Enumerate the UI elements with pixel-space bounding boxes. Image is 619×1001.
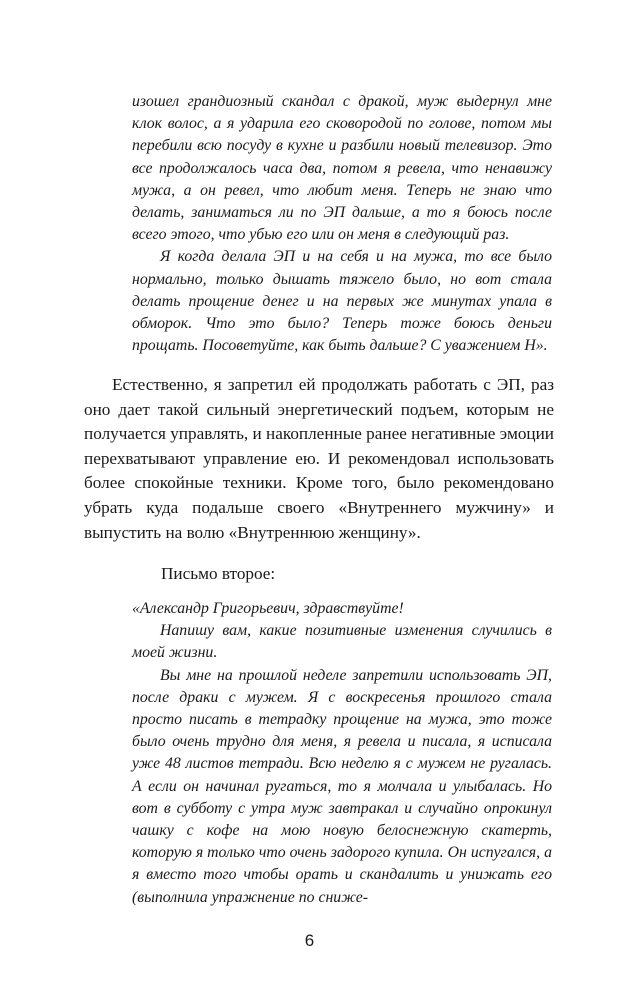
letter-salutation: «Александр Григорьевич, здравствуйте! bbox=[132, 600, 404, 617]
quote-paragraph: изошел грандиозный скандал с дракой, муж выдернул мне клок волос, а я ударила его сковородой по голове, потом мы перебили всю посуду в кухне и разбили новый телевизор. Это все продолжалось часа два, потом я ревела, что ненавижу мужа, а он ревел, что любит меня. Теперь не знаю что делать, заниматься ли по ЭП дальше, а то я боюсь после всего этого, что убью его или он меня в следующий раз. bbox=[132, 93, 552, 244]
quote-paragraph: Вы мне на прошлой неделе запретили использовать ЭП, после драки с мужем. Я с воскресенья прошлого стала просто писать в тетрадку прощение на мужа, это тоже было очень трудно для меня, я ревела и писала, я исписала уже 48 листов тетради. Всю неделю я с мужем не ругалась. А если он начинал ругаться, то я молчала и улыбалась. Но вот в субботу с утра муж завтракал и случайно опрокинул чашку с кофе на мою новую белоснежную скатерть, которую я только что очень задорого купила. Он испугался, а я вместо того чтобы орать и скандалить и унижать его (выполнила упражнение по сниже- bbox=[132, 666, 552, 906]
section-heading: Письмо второе: bbox=[161, 564, 276, 583]
body-paragraph: Естественно, я запретил ей продолжать работать с ЭП, раз оно дает такой сильный энергетический подъем, которым не получается управлять, и накопленные ранее негативные эмоции перехватывают управление ею. И рекомендовал использовать более спокойные техники. Кроме того, было рекомендовано убрать куда подальше своего «Внутреннего мужчину» и выпустить на волю «Внутреннюю женщину». bbox=[84, 375, 555, 542]
author-commentary bbox=[84, 373, 554, 545]
quote-paragraph: Напишу вам, какие позитивные изменения случились в моей жизни. bbox=[132, 622, 552, 662]
letter-one-quote bbox=[132, 91, 552, 357]
letter-two-quote bbox=[132, 598, 552, 909]
page-number: 6 bbox=[304, 931, 315, 950]
quote-paragraph: Я когда делала ЭП и на себя и на мужа, то все было нормально, только дышать тяжело было, но вот стала делать прощение денег и на первых же минутах упала в обморок. Что это было? Теперь тоже боюсь деньги прощать. Посоветуйте, как быть дальше? С уважением Н». bbox=[132, 248, 552, 355]
